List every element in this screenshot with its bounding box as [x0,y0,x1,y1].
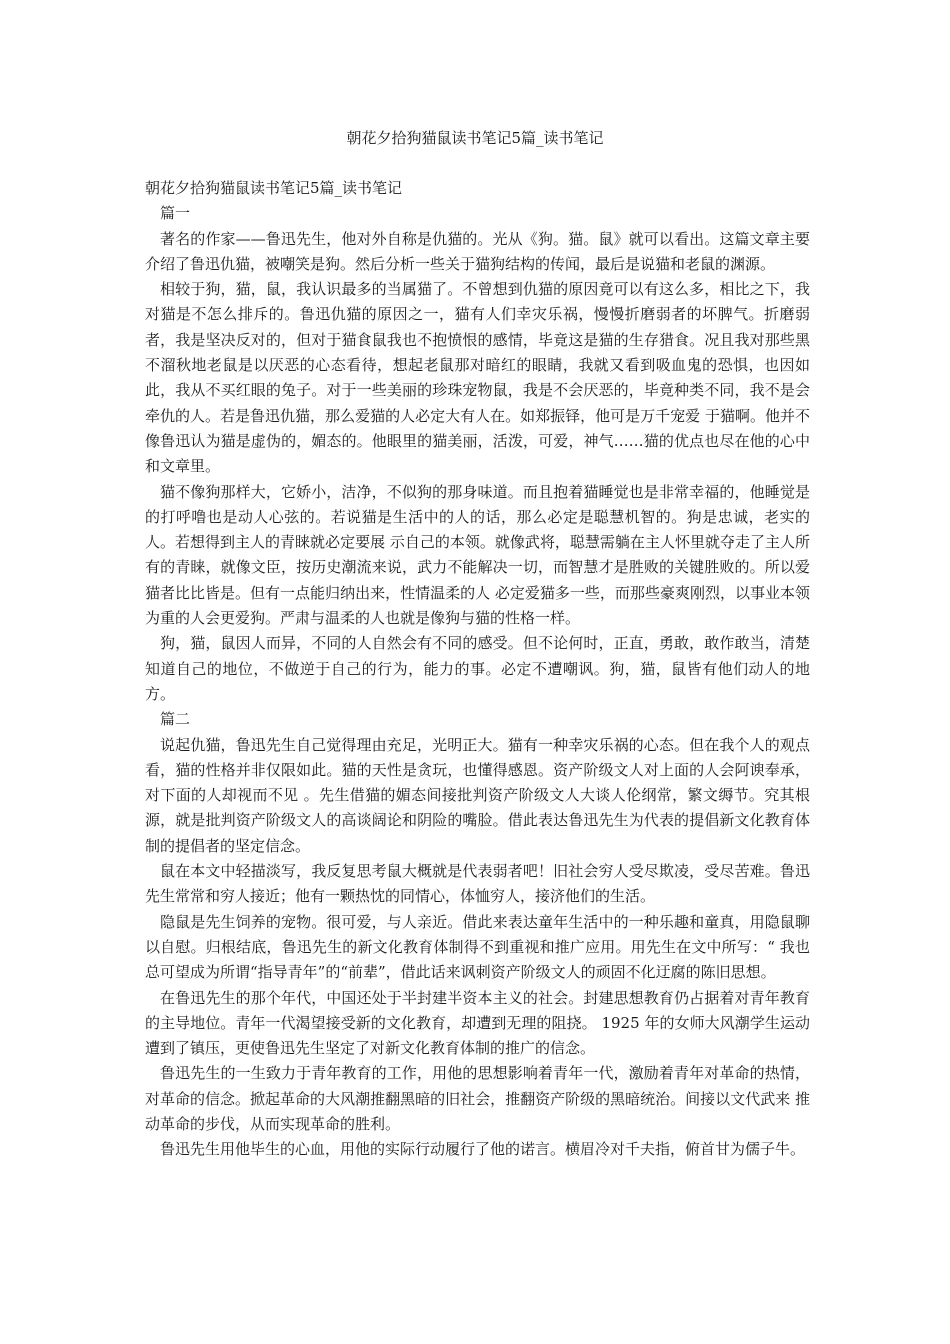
paragraph: 著名的作家——鲁迅先生，他对外自称是仇猫的。光从《狗。猫。鼠》就可以看出。这篇文章主要介绍了鲁迅仇猫，被嘲笑是狗。然后分析一些关于猫狗结构的传闻，最后是说猫和老鼠的渊源。 [145,229,810,273]
document-title: 朝花夕拾狗猫鼠读书笔记5篇_读书笔记 [346,129,604,147]
paragraph: 鼠在本文中轻描淡写，我反复思考鼠大概就是代表弱者吧！旧社会穷人受尽欺凌，受尽苦难。鲁迅先生常常和穷人接近；他有一颗热忱的同情心，体恤穷人，接济他们的生活。 [145,862,810,906]
paragraph: 相较于狗，猫，鼠，我认识最多的当属猫了。不曾想到仇猫的原因竟可以有这么多，相比之下，我对猫是不怎么排斥的。鲁迅仇猫的原因之一，猫有人们幸灾乐祸，慢慢折磨弱者的坏脾气。折磨弱者，我是坚决反对的，但对于猫食鼠我也不抱愤恨的感情，毕竟这是猫的生存猎食。况且我对那些黑不溜秋地老鼠是以厌恶的心态看待，想起老鼠那对暗红的眼睛，我就又看到吸血鬼的恐惧，也因如此，我从不买红眼的兔子。对于一些美丽的珍珠宠物鼠，我是不会厌恶的，毕竟种类不同，我不是会牵仇的人。若是鲁迅仇猫，那么爱猫的人必定大有人在。如郑振铎，他可是万千宠爱 于猫啊。他并不像鲁迅认为猫是虚伪的，媚态的。他眼里的猫美丽，活泼，可爱，神气……猫的优点也尽在他的心中和文章里。 [145,280,810,476]
paragraph: 鲁迅先生用他毕生的心血，用他的实际行动履行了他的诺言。横眉冷对千夫指，俯首甘为儒子牛。 [160,1140,806,1159]
paragraph: 猫不像狗那样大，它娇小，洁净，不似狗的那身味道。而且抱着猫睡觉也是非常幸福的，他睡觉是的打呼噜也是动人心弦的。若说猫是生活中的人的话，那么必定是聪慧机智的。狗是忠诚，老实的人。若想得到主人的青睐就必定要展 示自己的本领。就像武将，聪慧需躺在主人怀里就夺走了主人所有的青睐，就像文臣，按历史潮流来说，武力不能解决一切，而智慧才是胜败的关键胜败的。所以爱猫者比比皆是。但有一点能归纳出来，性情温柔的人 必定爱猫多一些，而那些豪爽刚烈，以事业本领为重的人会更爱狗。严肃与温柔的人也就是像狗与猫的性格一样。 [145,482,810,628]
document-body [145,176,810,1163]
paragraph: 隐鼠是先生饲养的宠物。很可爱，与人亲近。借此来表达童年生活中的一种乐趣和童真，用隐鼠聊以自慰。归根结底，鲁迅先生的新文化教育体制得不到重视和推广应用。用先生在文中所写：“ 我也总可望成为所谓“指导青年”的“前辈”，借此话来讽刺资产阶级文人的顽固不化迂腐的陈旧思想。 [145,912,810,982]
paragraph: 鲁迅先生的一生致力于青年教育的工作，用他的思想影响着青年一代，激励着青年对革命的热情，对革命的信念。掀起革命的大风潮推翻黑暗的旧社会，推翻资产阶级的黑暗统治。间接以文代武来 推动革命的步伐，从而实现革命的胜利。 [145,1064,810,1133]
paragraph: 狗，猫，鼠因人而异，不同的人自然会有不同的感受。但不论何时，正直，勇敢，敢作敢当，清楚知道自己的地位，不做逆于自己的行为，能力的事。必定不遭嘲讽。狗，猫，鼠皆有他们动人的地方。 [145,634,810,703]
document-subtitle: 朝花夕拾狗猫鼠读书笔记5篇_读书笔记 [145,179,403,197]
paragraph: 在鲁迅先生的那个年代，中国还处于半封建半资本主义的社会。封建思想教育仍占据着对青年教育的主导地位。青年一代渴望接受新的文化教育，却遭到无理的阻挠。 1925 年的女师大风潮学生运动遭到了镇压，更使鲁迅先生坚定了对新文化教育体制的推广的信念。 [145,988,810,1058]
paragraph: 说起仇猫，鲁迅先生自己觉得理由充足，光明正大。猫有一种幸灾乐祸的心态。但在我个人的观点看，猫的性格并非仅限如此。猫的天性是贪玩，也懂得感恩。资产阶级文人对上面的人会阿谀奉承，对下面的人却视而不见 。先生借猫的媚态间接批判资产阶级文人大谈人伦纲常，繁文缛节。究其根源，就是批判资产阶级文人的高谈阔论和阴险的嘴脸。借此表达鲁迅先生为代表的提倡新文化教育体制的提倡者的坚定信念。 [145,735,810,855]
section-heading-1: 篇一 [160,204,191,223]
section-heading-2: 篇二 [160,710,191,729]
